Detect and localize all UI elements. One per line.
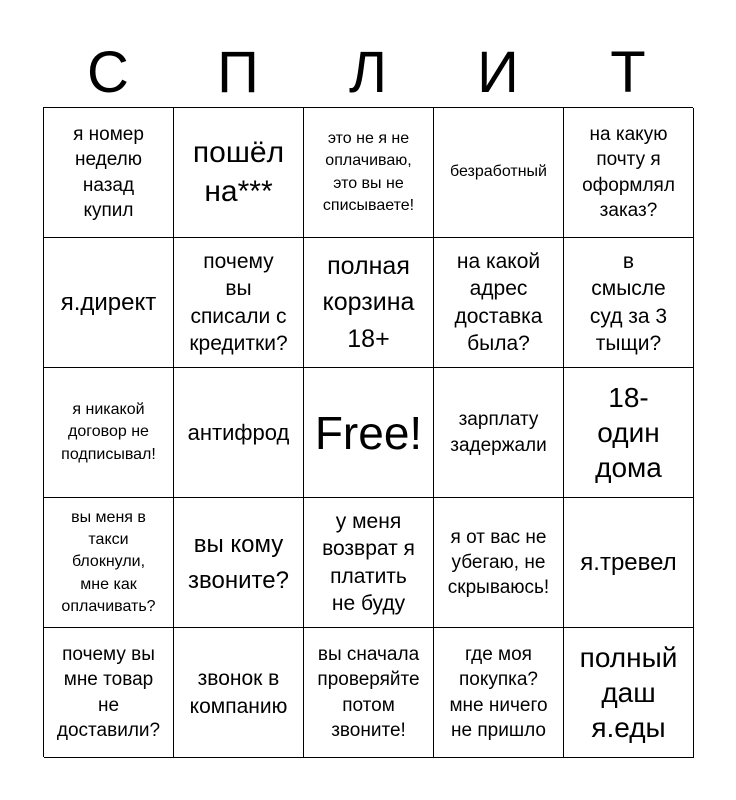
cell-text: я никакой договор не подписывал! [61,400,156,463]
header-letter-4: И [477,40,519,105]
cell-text: на какую почту я оформлял заказ? [582,123,675,221]
cell-text: я от вас не убегаю, не скрываюсь! [447,526,550,599]
cell-text: у меня возврат я платить не буду [322,509,415,615]
header-letter-1: С [87,40,129,105]
bingo-cell-r3c4[interactable] [434,368,564,498]
bingo-cell-r2c5[interactable] [564,238,694,368]
bingo-cell-r2c2[interactable] [174,238,304,368]
cell-text: вы кому звоните? [188,530,289,594]
cell-text: вы меня в такси блокнули, мне как оплачивать? [61,508,156,616]
cell-text: где моя покупка? мне ничего не пришло [449,643,548,741]
cell-text: вы сначала проверяйте потом звоните! [317,643,420,741]
cell-text: почему вы списали с кредитки? [189,249,288,355]
cell-text: в смысле суд за 3 тыщи? [589,249,668,355]
header-letter-3: Л [348,40,388,105]
bingo-cell-r5c5[interactable] [564,628,694,758]
cell-text: зарплату задержали [450,409,547,456]
bingo-cell-r4c3[interactable] [304,498,434,628]
cell-text: полная корзина 18+ [322,252,415,353]
bingo-cell-r4c5[interactable] [564,498,694,628]
bingo-cell-free[interactable] [304,368,434,498]
bingo-cell-r3c2[interactable] [174,368,304,498]
bingo-cell-r1c5[interactable] [564,108,694,238]
bingo-cell-r1c1[interactable] [44,108,174,238]
bingo-cell-r1c2[interactable] [174,108,304,238]
bingo-cell-r5c4[interactable] [434,628,564,758]
bingo-cell-r2c3[interactable] [304,238,434,368]
bingo-cell-r4c2[interactable] [174,498,304,628]
cell-text: безработный [450,163,547,181]
bingo-cell-r5c3[interactable] [304,628,434,758]
cell-text: звонок в компанию [189,667,288,718]
bingo-cell-r1c4[interactable] [434,108,564,238]
bingo-cell-r5c2[interactable] [174,628,304,758]
free-space-text: Free! [314,406,423,459]
cell-text: на какой адрес доставка была? [454,249,543,355]
bingo-cell-r1c3[interactable] [304,108,434,238]
bingo-header [43,38,693,108]
cell-text: я.тревел [580,548,677,576]
bingo-cell-r2c4[interactable] [434,238,564,368]
cell-text: пошёл на*** [192,136,285,208]
bingo-cell-r4c1[interactable] [44,498,174,628]
bingo-cell-r2c1[interactable] [44,238,174,368]
bingo-cell-r4c4[interactable] [434,498,564,628]
cell-text: это не я не оплачиваю, это вы не списываете! [322,129,415,214]
cell-text: я номер неделю назад купил [73,123,144,221]
cell-text: я.директ [60,288,157,316]
cell-text: полный даш я.еды [579,642,678,743]
bingo-grid [43,107,693,757]
cell-text: 18- один дома [595,382,662,483]
header-letter-2: П [217,40,259,105]
bingo-cell-r3c1[interactable] [44,368,174,498]
bingo-cell-r3c5[interactable] [564,368,694,498]
header-letter-5: Т [610,40,646,105]
cell-text: антифрод [187,419,290,445]
bingo-cell-r5c1[interactable] [44,628,174,758]
cell-text: почему вы мне товар не доставили? [56,643,161,741]
